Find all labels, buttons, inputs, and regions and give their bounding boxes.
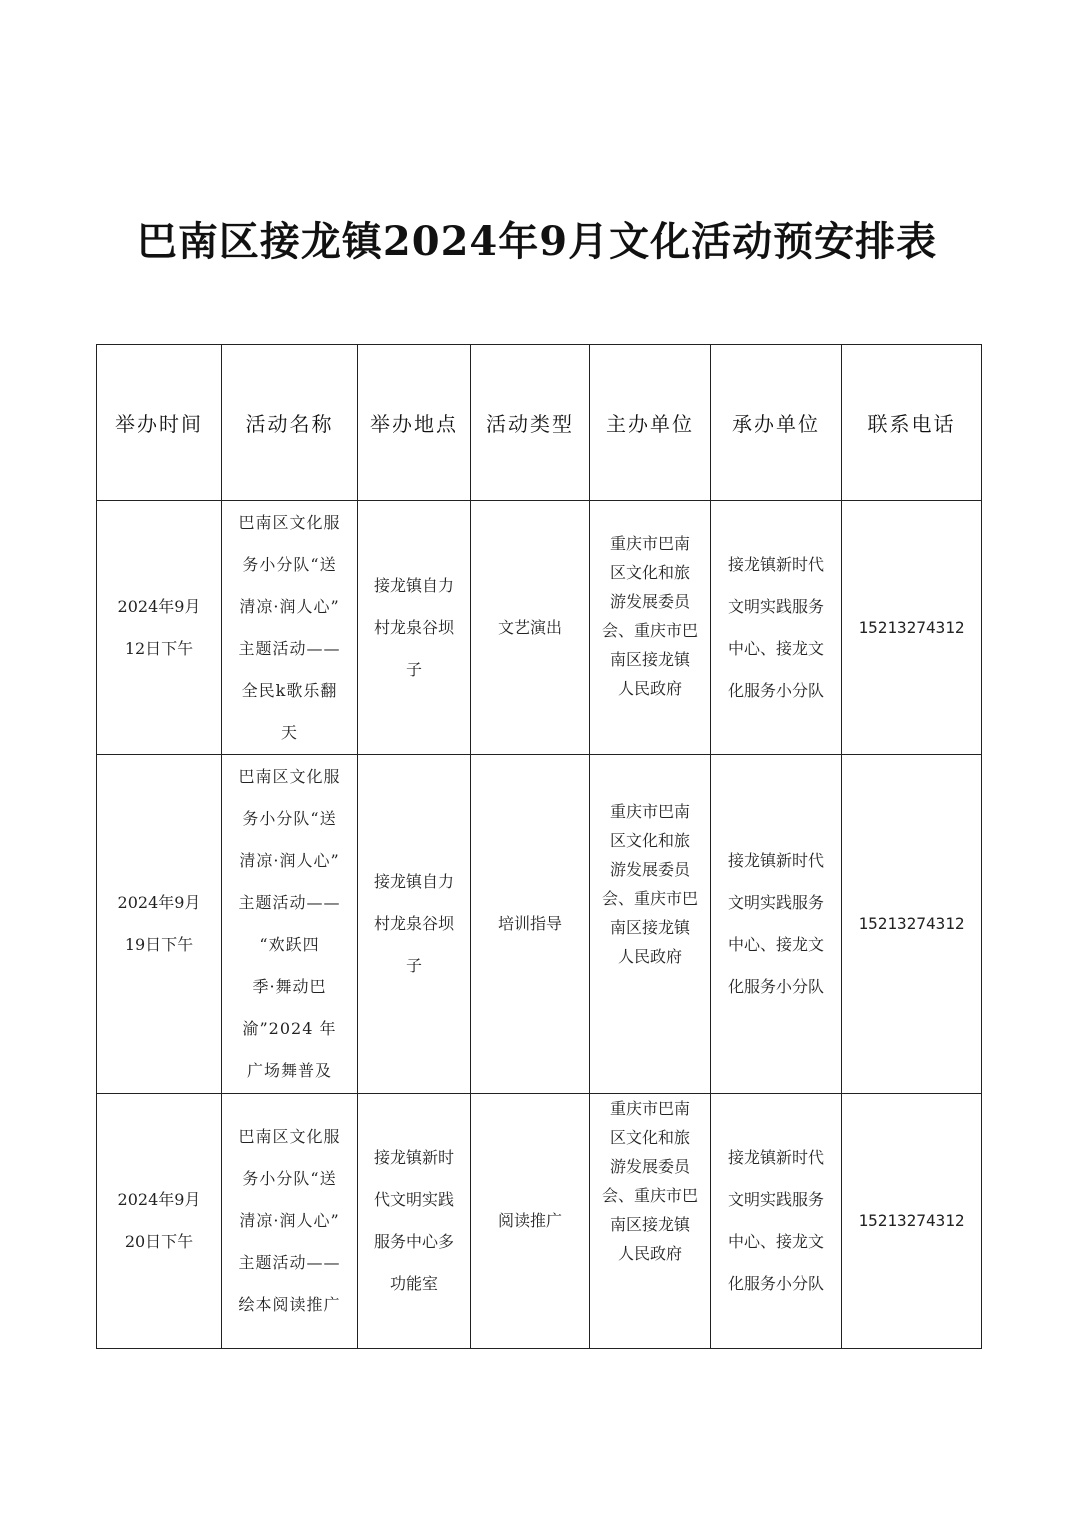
cell-host-wrap bbox=[590, 501, 711, 755]
cell-location: 接龙镇自力 村龙泉谷坝 子 bbox=[358, 755, 471, 1094]
cell-phone: 15213274312 bbox=[842, 755, 982, 1094]
cell-organizer: 接龙镇新时代 文明实践服务 中心、接龙文 化服务小分队 bbox=[711, 501, 842, 755]
header-name: 活动名称 bbox=[222, 345, 358, 501]
cell-type: 培训指导 bbox=[471, 755, 590, 1094]
cell-location: 接龙镇新时 代文明实践 服务中心多 功能室 bbox=[358, 1094, 471, 1349]
header-type: 活动类型 bbox=[471, 345, 590, 501]
cell-organizer: 接龙镇新时代 文明实践服务 中心、接龙文 化服务小分队 bbox=[711, 755, 842, 1094]
cell-type: 文艺演出 bbox=[471, 501, 590, 755]
table-header-row bbox=[97, 345, 982, 501]
cell-host: 重庆市巴南 区文化和旅 游发展委员 会、重庆市巴 南区接龙镇 人民政府 bbox=[601, 534, 698, 698]
header-time: 举办时间 bbox=[97, 345, 222, 501]
table-row bbox=[97, 1094, 982, 1349]
activity-schedule-table bbox=[96, 344, 982, 1349]
cell-time: 2024年9月 12日下午 bbox=[97, 501, 222, 755]
cell-location: 接龙镇自力 村龙泉谷坝 子 bbox=[358, 501, 471, 755]
header-phone: 联系电话 bbox=[842, 345, 982, 501]
cell-name: 巴南区文化服 务小分队“送 清凉·润人心” 主题活动—— 全民k歌乐翻 天 bbox=[222, 501, 358, 755]
page-title: 巴南区接龙镇2024年9月文化活动预安排表 bbox=[136, 218, 938, 265]
table-row bbox=[97, 501, 982, 755]
cell-host: 重庆市巴南 区文化和旅 游发展委员 会、重庆市巴 南区接龙镇 人民政府 bbox=[601, 802, 698, 966]
cell-organizer: 接龙镇新时代 文明实践服务 中心、接龙文 化服务小分队 bbox=[711, 1094, 842, 1349]
header-organizer: 承办单位 bbox=[711, 345, 842, 501]
cell-phone: 15213274312 bbox=[842, 1094, 982, 1349]
cell-host: 重庆市巴南 区文化和旅 游发展委员 会、重庆市巴 南区接龙镇 人民政府 bbox=[601, 1099, 698, 1263]
table-row bbox=[97, 755, 982, 1094]
header-host: 主办单位 bbox=[590, 345, 711, 501]
header-location: 举办地点 bbox=[358, 345, 471, 501]
cell-phone: 15213274312 bbox=[842, 501, 982, 755]
cell-time: 2024年9月 19日下午 bbox=[97, 755, 222, 1094]
cell-name: 巴南区文化服 务小分队“送 清凉·润人心” 主题活动—— 绘本阅读推广 bbox=[222, 1094, 358, 1349]
cell-host-wrap bbox=[590, 755, 711, 1094]
cell-name: 巴南区文化服 务小分队“送 清凉·润人心” 主题活动—— “欢跃四 季·舞动巴 渝”2024 年 广场舞普及 bbox=[222, 755, 358, 1094]
cell-time: 2024年9月 20日下午 bbox=[97, 1094, 222, 1349]
cell-host-wrap bbox=[590, 1094, 711, 1349]
cell-type: 阅读推广 bbox=[471, 1094, 590, 1349]
